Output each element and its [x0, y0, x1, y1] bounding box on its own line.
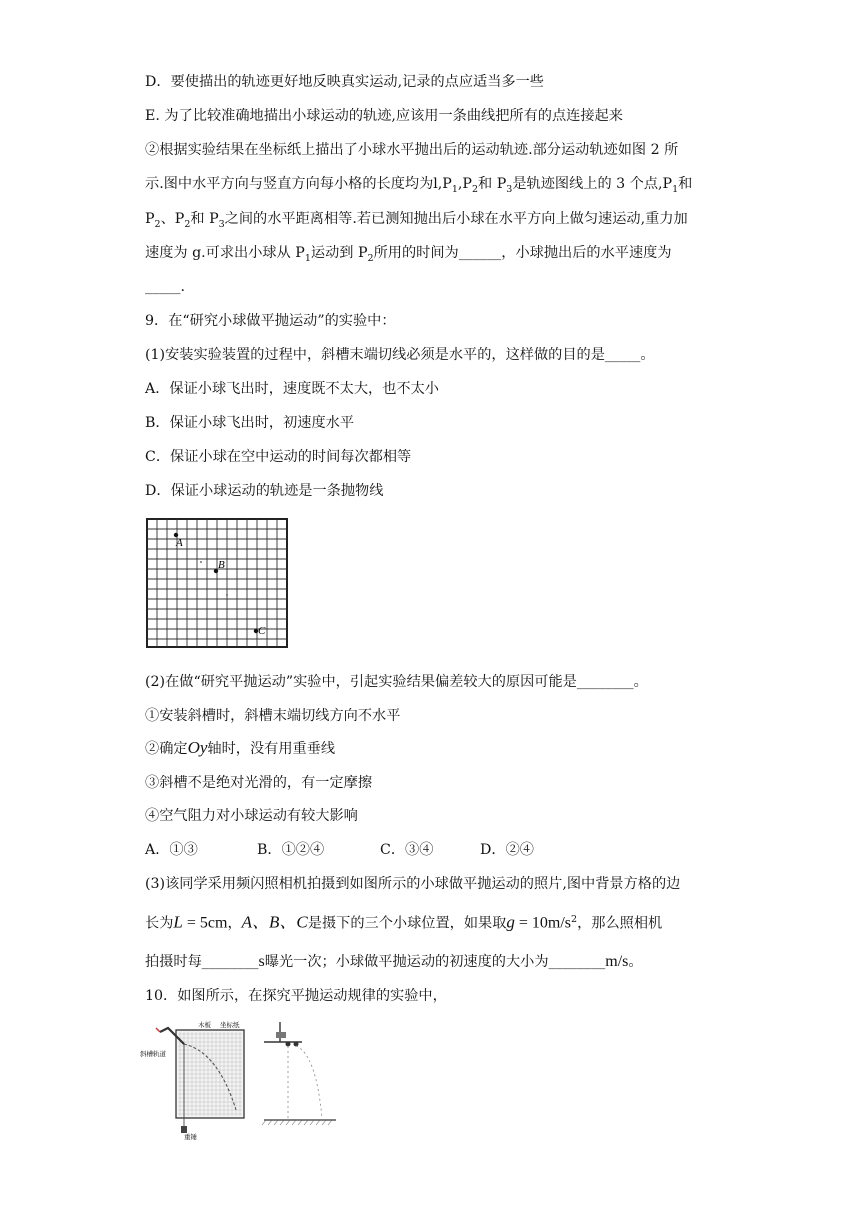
- svg-text:木板: 木板: [198, 1021, 211, 1029]
- svg-text:重锤: 重锤: [184, 1133, 197, 1140]
- q9-option-b: B．保证小球飞出时，初速度水平: [145, 415, 355, 431]
- ball-left: [286, 1042, 291, 1047]
- label-b: B: [218, 559, 225, 571]
- cause-3: ③斜槽不是绝对光滑的，有一定摩擦: [145, 775, 373, 791]
- question-9-title: 9．在“研究小球做平抛运动”的实验中：: [145, 313, 396, 329]
- q9-part2-stem: (2)在做“研究平抛运动”实验中，引起实验结果偏差较大的原因可能是________。: [145, 674, 648, 690]
- q9-option-d: D．保证小球运动的轨迹是一条抛物线: [145, 483, 384, 499]
- q9-part3-line3: 拍摄时每________s曝光一次；小球做平抛运动的初速度的大小为________m/s。: [145, 953, 643, 970]
- option-d-line: D．要使描出的轨迹更好地反映真实运动,记录的点应适当多一些: [145, 74, 544, 90]
- cause-4: ④空气阻力对小球运动有较大影响: [145, 808, 358, 824]
- plumb-weight: [181, 1126, 187, 1133]
- q9-option-c: C．保证小球在空中运动的时间每次都相等: [145, 449, 412, 465]
- part2-line4: 速度为 g.可求出小球从 $P_1$运动到 $P_2$所用的时间为______，小球抛出后的水平速度为: [145, 245, 672, 264]
- svg-text:坐标纸: 坐标纸: [220, 1021, 240, 1029]
- cause-2: ②确定Oy轴时，没有用重垂线: [145, 738, 336, 757]
- q9-part3-line1: (3)该同学采用频闪照相机拍摄到如图所示的小球做平抛运动的照片,图中背景方格的边: [145, 876, 681, 892]
- question-10-title: 10．如图所示，在探究平抛运动规律的实验中，: [145, 988, 447, 1004]
- q9-part3-line2: 长为L = 5cm，A、B、C是摄下的三个小球位置，如果取$g = 10m/s^2$，那么照相机: [145, 912, 663, 932]
- part2-line1: ②根据实验结果在坐标纸上描出了小球水平抛出后的运动轨迹.部分运动轨迹如图 2 所: [145, 142, 679, 158]
- svg-text:斜槽轨道: 斜槽轨道: [140, 1050, 166, 1058]
- apparatus-figure: [140, 1018, 340, 1140]
- label-a: A: [176, 537, 183, 549]
- q9-option-a: A．保证小球飞出时，速度既不太大，也不太小: [145, 381, 439, 397]
- part2-line2: 示.图中水平方向与竖直方向每小格的长度均为$l,P_1,P_2$和 $P_3$是轨迹图线上的 3 个点$,P_1$和: [145, 176, 693, 195]
- option-e-line: E. 为了比较准确地描出小球运动的轨迹,应该用一条曲线把所有的点连接起来: [145, 108, 623, 124]
- parabolic-path: [296, 1046, 322, 1118]
- part2-line5: _____.: [145, 279, 185, 295]
- label-c: C: [258, 625, 266, 637]
- grid-figure: [146, 518, 288, 648]
- ball-right: [294, 1042, 299, 1047]
- part2-line3: $P_2$、$P_2$和 $P_3$之间的水平距离相等.若已测知抛出后小球在水平方向上做匀速运动,重力加: [145, 211, 688, 230]
- slope-tip: [156, 1028, 160, 1032]
- q9-part2-choices: A．①③ B．①②④ C．③④ D．②④: [145, 842, 534, 858]
- hammer: [276, 1032, 286, 1038]
- q9-part1-stem: (1)安装实验装置的过程中，斜槽末端切线必须是水平的，这样做的目的是_____。: [145, 347, 655, 363]
- cause-1: ①安装斜槽时，斜槽末端切线方向不水平: [145, 708, 401, 724]
